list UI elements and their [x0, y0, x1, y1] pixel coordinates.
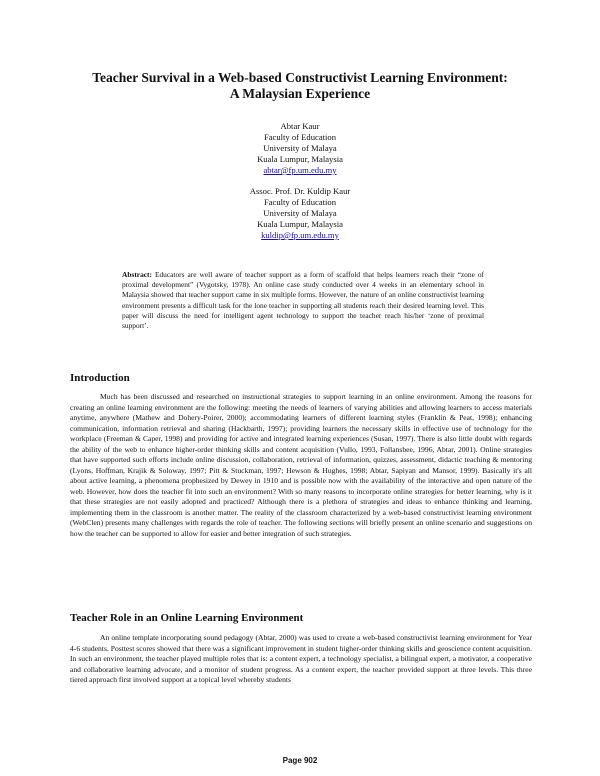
author-2 — [150, 186, 450, 241]
author-1 — [150, 121, 450, 176]
section-heading-introduction: Introduction — [70, 372, 130, 384]
author-name: Abtar Kaur — [280, 121, 320, 131]
author-university: University of Malaya — [263, 143, 337, 153]
section-heading-teacher-role: Teacher Role in an Online Learning Environment — [70, 612, 304, 624]
title-line-1: Teacher Survival in a Web-based Constructivist Learning Environment: — [92, 70, 508, 85]
author-name: Assoc. Prof. Dr. Kuldip Kaur — [249, 186, 351, 196]
page-number: Page 902 — [282, 756, 318, 765]
author-dept: Faculty of Education — [263, 197, 337, 207]
paper-title — [60, 70, 540, 102]
teacher-role-paragraph: An online template incorporating sound pedagogy (Abtar, 2000) was used to create a web-based constructivist learning environment for Year 4-6 students. Posttest scores showed that there was a significant improvement in student higher-order thinking skills and geoscience content acquisition. In such an environment, the teacher played multiple roles that is: a content expert, a technology specialist, a bilingual expert, a motivator, a cooperative and collaborative learning advocate, and a monitor of student progress. As a content expert, the teacher provided support at three levels. This three tiered approach first involved support at a topical level whereby students — [70, 633, 532, 684]
title-line-2: A Malaysian Experience — [229, 86, 371, 101]
abstract — [122, 270, 484, 331]
author-university: University of Malaya — [263, 208, 337, 218]
abstract-text: Educators are well aware of teacher support as a form of scaffold that helps learners reach their “zone of proximal development” (Vygotsky, 1978). An online case study conducted over 4 weeks in an elementary school in Malaysia showed that teacher support came in six multiple forms. However, the nature of an online constructivist learning environment presents a difficult task for the lone teacher in supporting all students reach their desired learning level. This paper will discuss the need for intelligent agent technology to support the teacher reach his/her ‘zone of proximal support’. — [122, 270, 484, 331]
introduction-paragraph: Much has been discussed and researched on instructional strategies to support learning in an online environment. Among the reasons for creating an online learning environment are the following: meeting the needs of learners of varying abilities and allowing learners to access materials anytime, anywhere (Mathew and Dohery-Poirer, 2000); accommodating learners of different learning styles (Franklin & Peat, 1998); enhancing communication, information retrieval and sharing (Hackbarth, 1997); providing learners the necessary skills in effective use of technology for the workplace (Freeman & Caper, 1998) and providing for active and integrated learning experiences (Susan, 1997). There is also little doubt with regards the ability of the web to enhance higher-order thinking skills and content acquisition (Vullo, 1993, Follansbee, 1996, Abtar, 2001). Online strategies that have supported such efforts include online discussion, collaboration, retrieval of information, quizzes, assessment, didactic teaching & mentoring (Lyons, Hoffman, Krajik & Soloway, 1997; Pitt & Stuckman, 1997; Hewson & Hughes, 1998; Abtar, Sapiyan and Mansor, 1999). Basically it's all about active learning, a phenomena prophesized by Dewey in 1910 and is possible now with the availability of the interactive and open nature of the web. However, how does the teacher fit into such an environment? With so many reasons to incorporate online strategies for better learning, why is it that these strategies are not easily adopted and practiced? Although there is a plethora of strategies and ideas to enhance thinking and learning, implementing them in the classroom is another matter. The reality of the classroom characterized by a web-based constructivist learning environment (WebClen) presents many challenges with regards the role of teacher. The following sections will briefly present an online scenario and suggestions on how the teacher can be supported to allow for easier and better integration of such strategies. — [70, 392, 532, 538]
author-location: Kuala Lumpur, Malaysia — [257, 219, 343, 229]
author-dept: Faculty of Education — [263, 132, 337, 142]
author-email-link[interactable]: abtar@fp.um.edu.my — [263, 165, 337, 175]
author-location: Kuala Lumpur, Malaysia — [257, 154, 343, 164]
author-email-link[interactable]: kuldip@fp.um.edu.my — [261, 230, 339, 240]
abstract-label: Abstract: — [122, 270, 152, 279]
